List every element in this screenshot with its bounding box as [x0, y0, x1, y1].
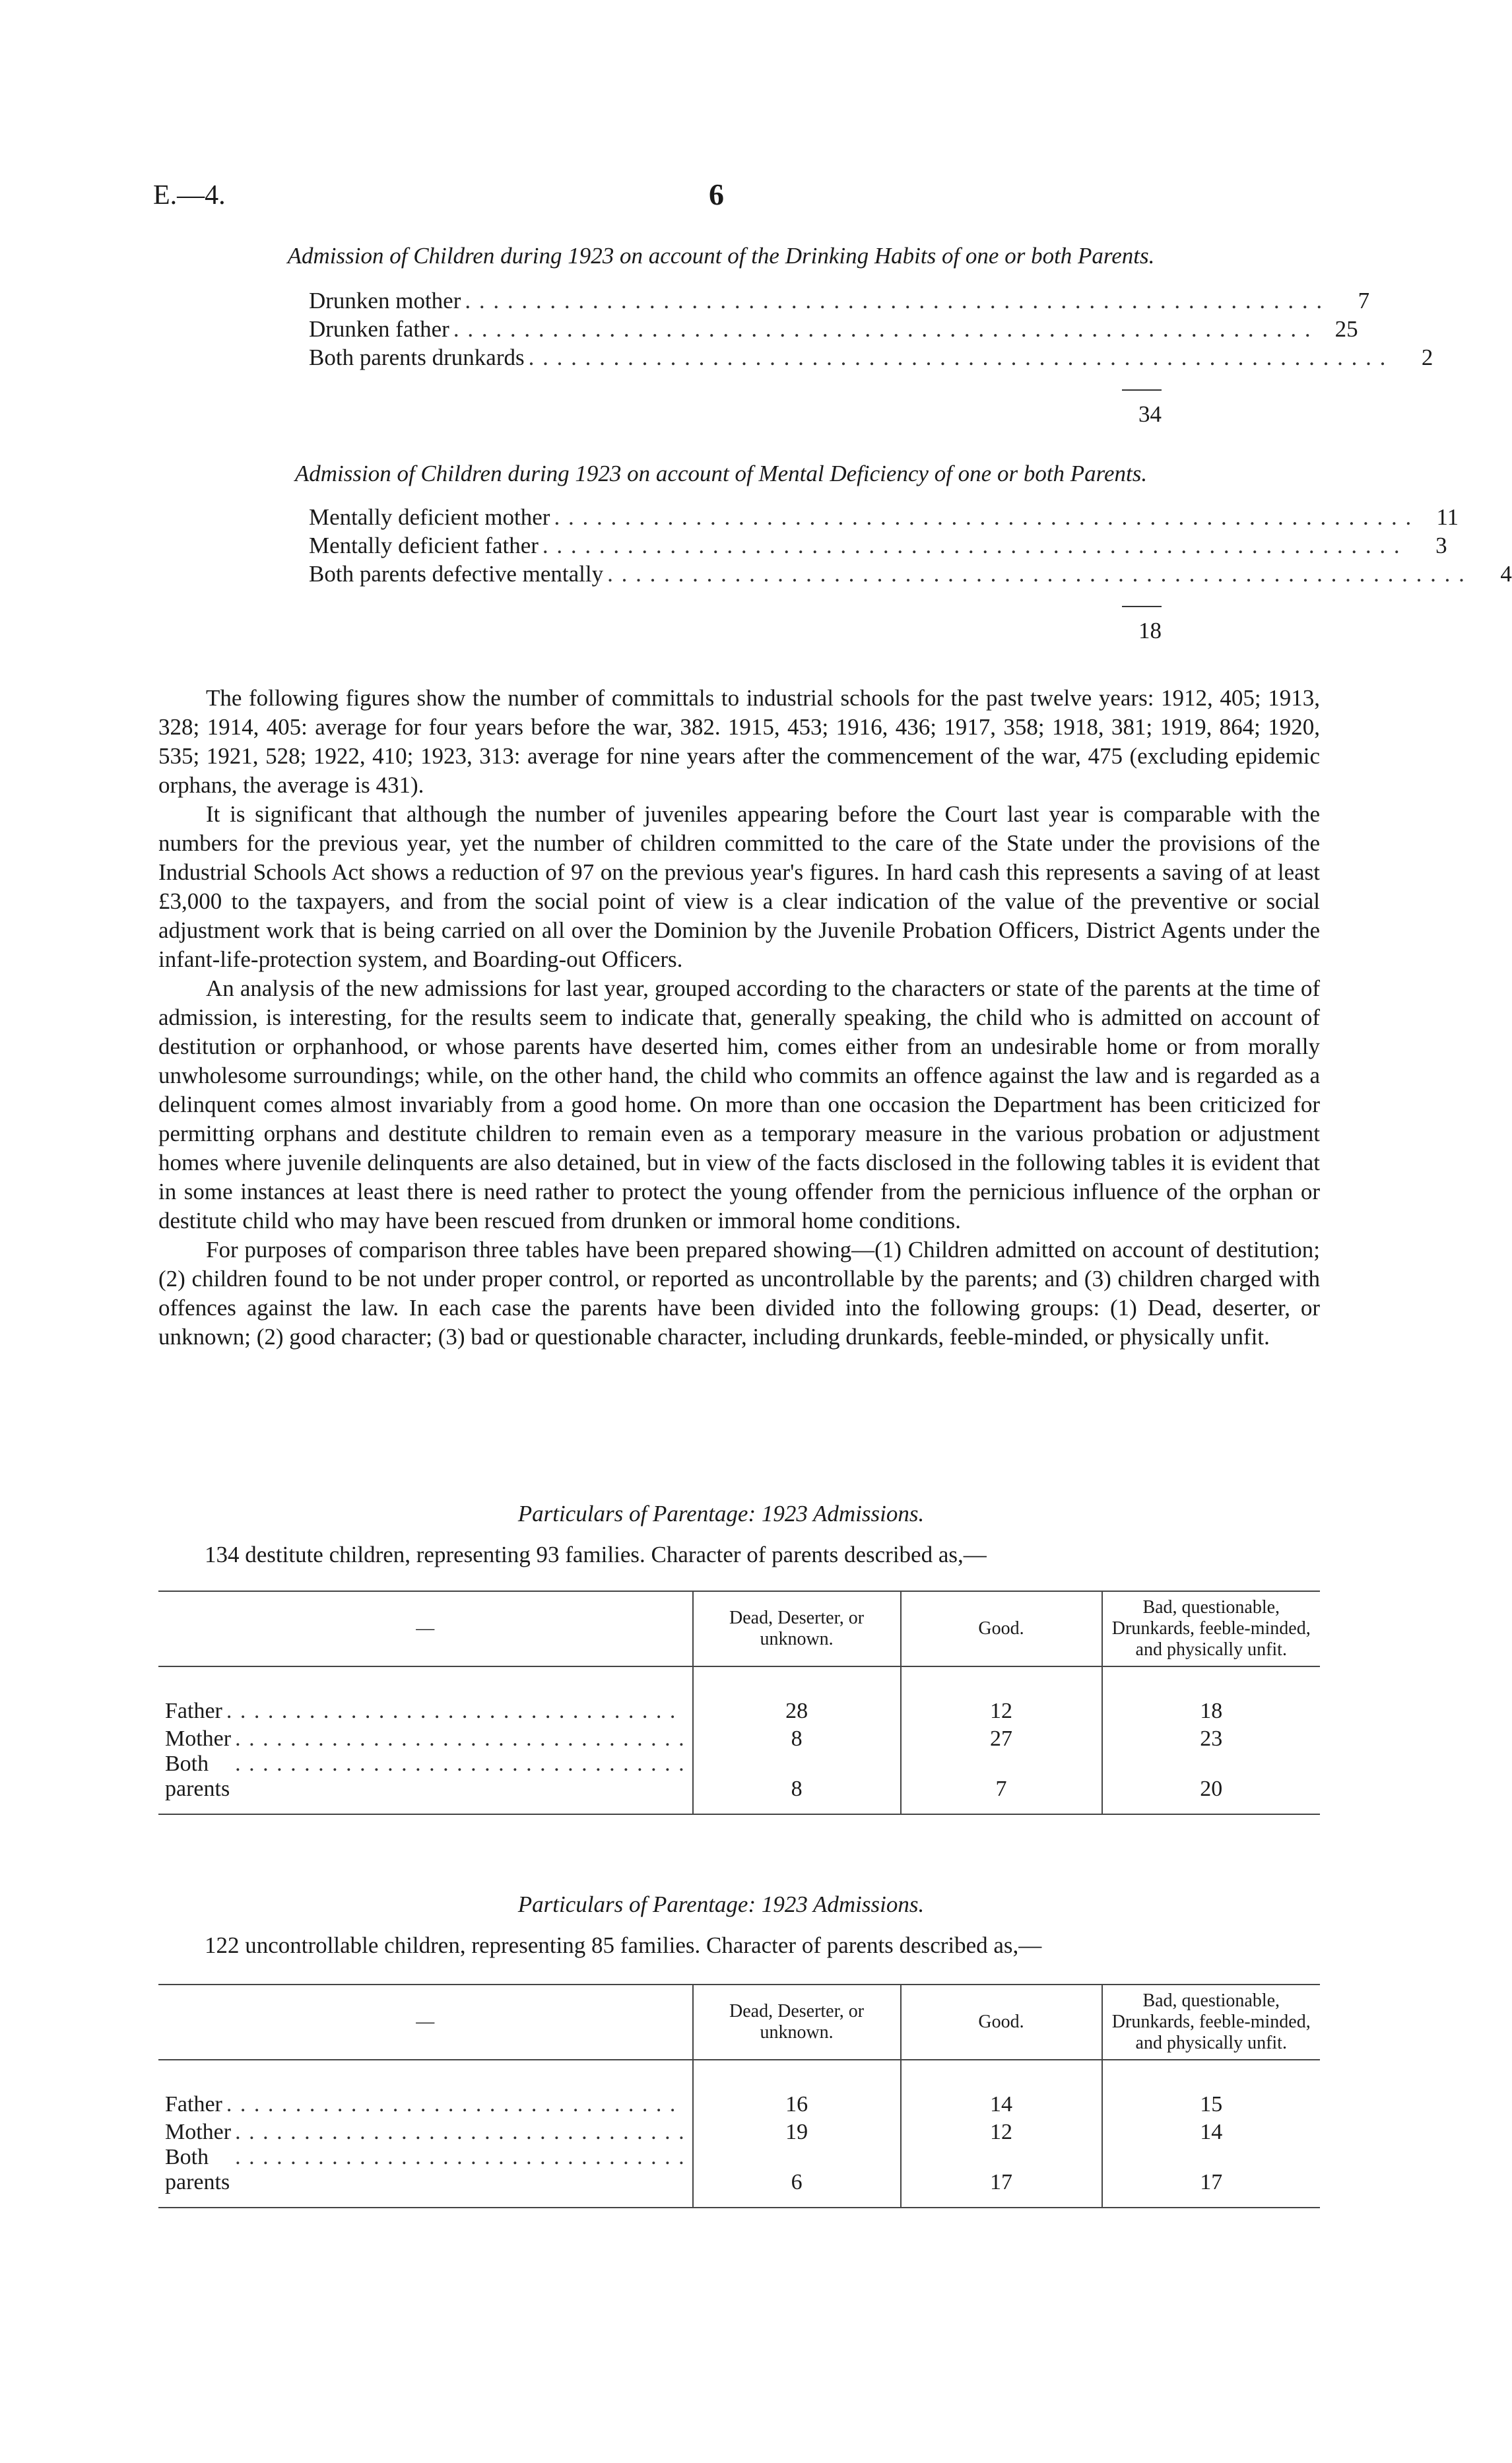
row-label: [158, 2060, 693, 2117]
item-value: 2: [1421, 345, 1433, 370]
column-header: Bad, questionable, Drunkards, feeble-minded, and physically unfit.: [1102, 1591, 1321, 1666]
leader-dots: . . . . . . . . . . . . . . . . . . . . . . . . . . . . . . . . .: [235, 1752, 686, 1776]
row-label-text: Mother: [165, 1726, 232, 1751]
table-cell: 12: [901, 2117, 1102, 2145]
table-row: [158, 1752, 1320, 1814]
row-label: [158, 1666, 693, 1724]
item-value: 3: [1435, 533, 1447, 558]
row-label-text: Father: [165, 2092, 222, 2117]
paragraph: It is significant that although the number of juveniles appearing before the Court last year is comparable with the numbers for the previous year, yet the number of children committed to the care of the State under the provisions of the Industrial Schools Act shows a reduction of 97 on the previous year's figures. In hard cash this represents a saving of at least £3,000 to the taxpayers, and from the social point of view is a clear indication of the value of the preventive or social adjustment work that is being carried on all over the Dominion by the Juvenile Probation Officers, District Agents under the infant-life-protection system, and Boarding-out Officers.: [158, 801, 1320, 972]
row-label: [158, 1724, 693, 1752]
column-header: Good.: [901, 1985, 1102, 2060]
item-label: Drunken father: [309, 316, 449, 342]
row-label-text: Mother: [165, 2120, 232, 2144]
table-row: [158, 2145, 1320, 2208]
leader-dots: . . . . . . . . . . . . . . . . . . . . . . . . . . . . . . . . . . . . . . . . . . . . . . . . . . . . . . . . . . . . .: [554, 504, 1413, 530]
table-cell: 18: [1102, 1666, 1321, 1724]
table-row: [158, 2117, 1320, 2145]
drinking-habits-total: 34: [1138, 401, 1162, 427]
table-cell: 19: [693, 2117, 901, 2145]
body-text: [158, 684, 1320, 1352]
row-label-text: Both parents: [165, 2145, 230, 2194]
leader-dots: . . . . . . . . . . . . . . . . . . . . . . . . . . . . . . . . . . . . . . . . . . . . . . . . . . . . . . . . . . . . .: [453, 316, 1312, 342]
table-header-row: [158, 1591, 1320, 1666]
drinking-habits-title: Admission of Children during 1923 on account of the Drinking Habits of one or both Parents.: [287, 243, 1155, 269]
table-cell: 16: [693, 2060, 901, 2117]
table-cell: 7: [901, 1752, 1102, 1814]
table-cell: 17: [901, 2145, 1102, 2208]
item-label: Mentally deficient father: [309, 533, 539, 558]
table-cell: 8: [693, 1724, 901, 1752]
parentage-table-uncontrollable: [158, 1984, 1320, 2208]
table-cell: 14: [1102, 2117, 1321, 2145]
item-label: Drunken mother: [309, 288, 461, 313]
item-label: Both parents drunkards: [309, 345, 525, 370]
parentage-table-destitute: [158, 1591, 1320, 1815]
table-title: Particulars of Parentage: 1923 Admissions.: [517, 1501, 925, 1527]
leader-dots: . . . . . . . . . . . . . . . . . . . . . . . . . . . . . . . . . . . . . . . . . . . . . . . . . . . . . . . . . . . . .: [542, 533, 1401, 558]
mental-deficiency-list: [309, 504, 1512, 589]
column-header: —: [416, 1618, 435, 1639]
page-number: 6: [709, 178, 724, 211]
leader-dots: . . . . . . . . . . . . . . . . . . . . . . . . . . . . . . . . .: [226, 2092, 677, 2117]
row-label-text: Both parents: [165, 1752, 230, 1801]
paragraph: For purposes of comparison three tables have been prepared showing—(1) Children admitted on account of destitution; (2) children found to be not under proper control, or reported as uncontrollable by the parents; and (3) children charged with offences against the law. In each case the parents have been divided into the following groups: (1) Dead, deserter, or unknown; (2) good character; (3) bad or questionable character, including drunkards, feeble-minded, or physically unfit.: [158, 1237, 1320, 1350]
list-item: [309, 533, 1447, 561]
list-item: [309, 288, 1370, 316]
sum-rule: [1122, 389, 1162, 391]
row-label: [158, 1752, 693, 1814]
table-row: [158, 1724, 1320, 1752]
list-item: [309, 345, 1433, 373]
leader-dots: . . . . . . . . . . . . . . . . . . . . . . . . . . . . . . . . .: [226, 1699, 677, 1723]
table-cell: 12: [901, 1666, 1102, 1724]
row-label: [158, 2145, 693, 2208]
paragraph: The following figures show the number of committals to industrial schools for the past twelve years: 1912, 405; 1913, 328; 1914, 405: average for four years before the war, 382. 1915, 453; 1916, 436; 1917, 358; 1918, 381; 1919, 864; 1920, 535; 1921, 528; 1922, 410; 1923, 313: average for nine years after the commencement of the war, 475 (excluding epidemic orphans, the average is 431).: [158, 685, 1320, 798]
document-reference: E.—4.: [153, 180, 226, 211]
row-label: [158, 2117, 693, 2145]
sum-rule: [1122, 606, 1162, 607]
leader-dots: . . . . . . . . . . . . . . . . . . . . . . . . . . . . . . . . . . . . . . . . . . . . . . . . . . . . . . . . . . . . .: [607, 561, 1466, 587]
list-item: [309, 504, 1459, 533]
leader-dots: . . . . . . . . . . . . . . . . . . . . . . . . . . . . . . . . .: [235, 1726, 686, 1751]
item-value: 25: [1334, 316, 1358, 342]
table-title: Particulars of Parentage: 1923 Admissions.: [517, 1891, 925, 1917]
column-header: Dead, Deserter, or unknown.: [693, 1985, 901, 2060]
table-cell: 28: [693, 1666, 901, 1724]
table-cell: 17: [1102, 2145, 1321, 2208]
table-intro: 122 uncontrollable children, representing 85 families. Character of parents described as,—: [205, 1932, 1042, 1958]
paragraph: An analysis of the new admissions for last year, grouped according to the characters or state of the parents at the time of admission, is interesting, for the results seem to indicate that, generally speaking, the child who is admitted on account of destitution or orphanhood, or whose parents have deserted him, comes either from an undesirable home or from morally unwholesome surroundings; while, on the other hand, the child who commits an offence against the law and is regarded as a delinquent comes almost invariably from a good home. On more than one occasion the Department has been criticized for permitting orphans and destitute children to remain even as a temporary measure in the various probation or adjustment homes where juvenile delinquents are also detained, but in view of the facts disclosed in the following tables it is evident that in some instances at least there is need rather to protect the young offender from the pernicious influence of the orphan or destitute child who may have been rescued from drunken or immoral home conditions.: [158, 975, 1320, 1233]
column-header: Bad, questionable, Drunkards, feeble-minded, and physically unfit.: [1102, 1985, 1321, 2060]
table-cell: 6: [693, 2145, 901, 2208]
table-cell: 27: [901, 1724, 1102, 1752]
table-cell: 15: [1102, 2060, 1321, 2117]
list-item: [309, 316, 1358, 345]
mental-deficiency-total: 18: [1138, 618, 1162, 643]
leader-dots: . . . . . . . . . . . . . . . . . . . . . . . . . . . . . . . . . . . . . . . . . . . . . . . . . . . . . . . . . . . . .: [528, 345, 1387, 370]
item-value: 7: [1358, 288, 1370, 313]
item-value: 4: [1500, 561, 1512, 587]
table-cell: 20: [1102, 1752, 1321, 1814]
table-cell: 8: [693, 1752, 901, 1814]
leader-dots: . . . . . . . . . . . . . . . . . . . . . . . . . . . . . . . . .: [235, 2145, 686, 2169]
leader-dots: . . . . . . . . . . . . . . . . . . . . . . . . . . . . . . . . . . . . . . . . . . . . . . . . . . . . . . . . . . . . .: [465, 288, 1324, 313]
list-item: [309, 561, 1512, 589]
leader-dots: . . . . . . . . . . . . . . . . . . . . . . . . . . . . . . . . .: [235, 2120, 686, 2144]
row-label-text: Father: [165, 1699, 222, 1723]
table-cell: 23: [1102, 1724, 1321, 1752]
table-intro: 134 destitute children, representing 93 families. Character of parents described as,—: [205, 1542, 987, 1567]
item-label: Mentally deficient mother: [309, 504, 550, 530]
mental-deficiency-title: Admission of Children during 1923 on account of Mental Deficiency of one or both Parents.: [294, 461, 1148, 486]
table-row: [158, 1666, 1320, 1724]
column-header: Good.: [901, 1591, 1102, 1666]
drinking-habits-list: [309, 288, 1433, 373]
item-label: Both parents defective mentally: [309, 561, 604, 587]
table-header-row: [158, 1985, 1320, 2060]
table-row: [158, 2060, 1320, 2117]
column-header: Dead, Deserter, or unknown.: [693, 1591, 901, 1666]
table-cell: 14: [901, 2060, 1102, 2117]
column-header: —: [416, 2012, 435, 2032]
item-value: 11: [1436, 504, 1459, 530]
